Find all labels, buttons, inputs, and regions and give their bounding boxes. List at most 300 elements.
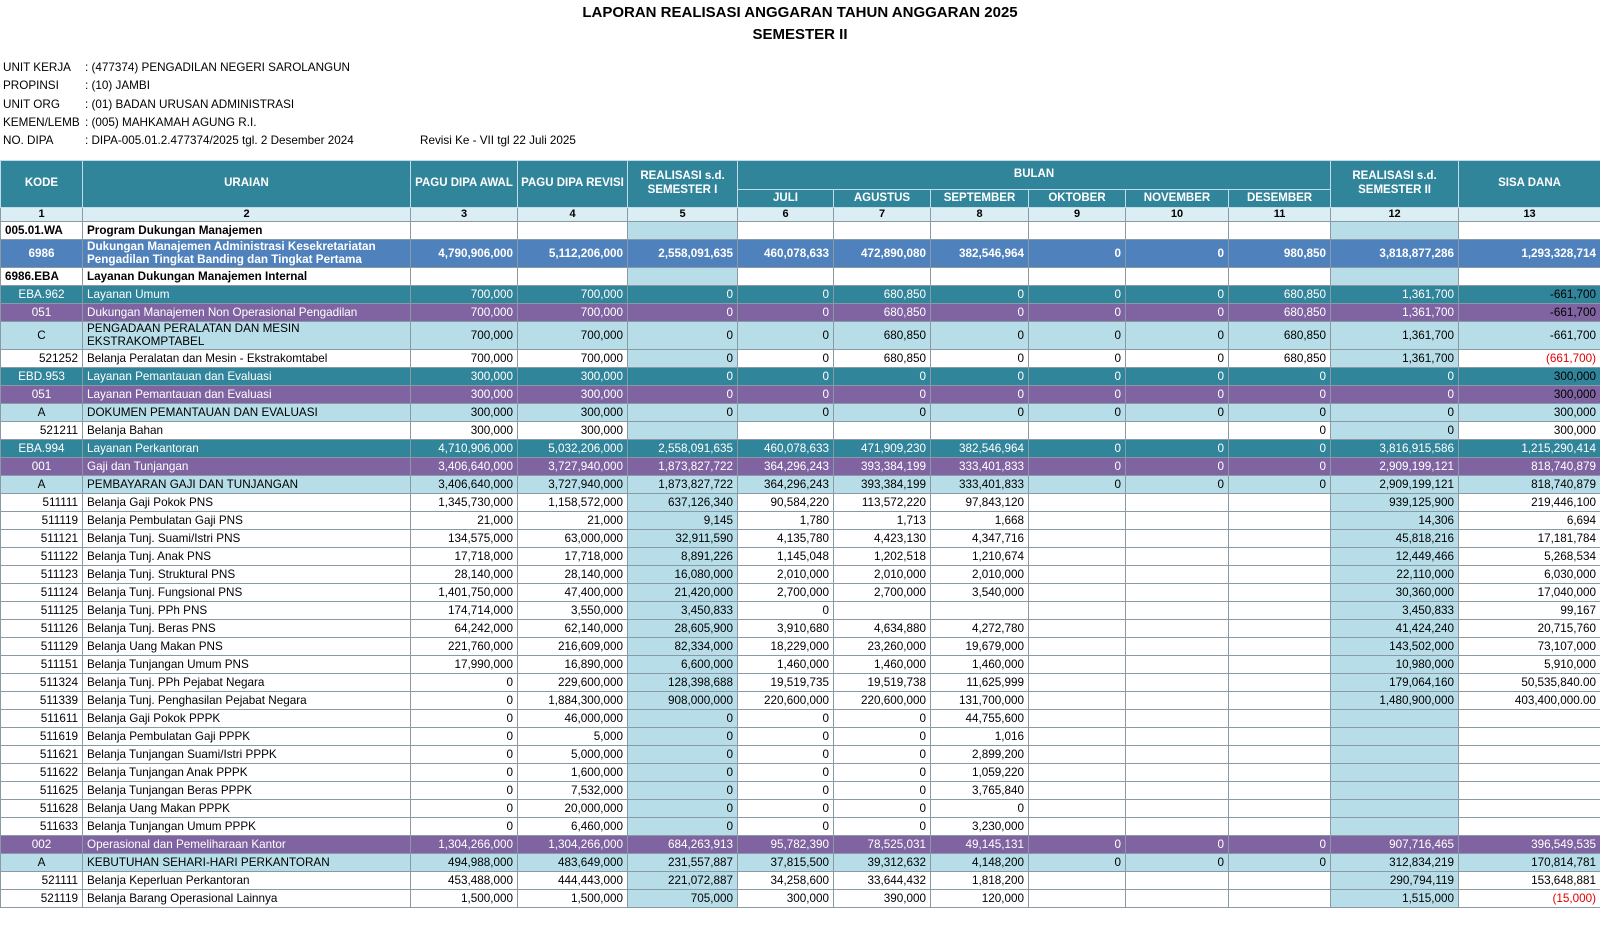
cell-pagu-dipa-awal — [411, 267, 518, 285]
cell-september: 131,700,000 — [931, 691, 1029, 709]
cell-realisasi-sem1: 128,398,688 — [628, 673, 738, 691]
column-number: 12 — [1331, 208, 1459, 222]
cell-realisasi-sem2: 1,361,700 — [1331, 349, 1459, 367]
cell-desember — [1229, 781, 1331, 799]
cell-kode: 511611 — [1, 709, 83, 727]
cell-agustus — [834, 267, 931, 285]
cell-september: 0 — [931, 303, 1029, 321]
table-row — [1, 583, 1600, 601]
cell-kode: 511628 — [1, 799, 83, 817]
cell-oktober — [1029, 493, 1126, 511]
cell-pagu-dipa-revisi — [518, 267, 628, 285]
header-realisasi-sem1: REALISASI s.d. SEMESTER I — [628, 161, 738, 208]
cell-pagu-dipa-revisi: 1,304,266,000 — [518, 835, 628, 853]
cell-pagu-dipa-revisi: 700,000 — [518, 321, 628, 349]
cell-pagu-dipa-awal: 1,401,750,000 — [411, 583, 518, 601]
cell-realisasi-sem2 — [1331, 709, 1459, 727]
cell-uraian: Belanja Bahan — [83, 421, 411, 439]
cell-pagu-dipa-revisi: 483,649,000 — [518, 853, 628, 871]
column-number: 4 — [518, 208, 628, 222]
header-pagu-dipa-awal: PAGU DIPA AWAL — [411, 161, 518, 208]
cell-pagu-dipa-awal: 300,000 — [411, 385, 518, 403]
table-row — [1, 457, 1600, 475]
header-month-september: SEPTEMBER — [931, 190, 1029, 208]
cell-pagu-dipa-awal: 21,000 — [411, 511, 518, 529]
cell-sisa-dana: 17,040,000 — [1459, 583, 1600, 601]
report-title — [0, 2, 1600, 46]
cell-uraian: Belanja Pembulatan Gaji PPPK — [83, 727, 411, 745]
cell-november: 0 — [1126, 475, 1229, 493]
cell-september: 0 — [931, 321, 1029, 349]
cell-september: 333,401,833 — [931, 475, 1029, 493]
cell-sisa-dana — [1459, 799, 1600, 817]
cell-realisasi-sem2: 907,716,465 — [1331, 835, 1459, 853]
cell-september — [931, 601, 1029, 619]
cell-uraian: Belanja Peralatan dan Mesin - Ekstrakomtabel — [83, 349, 411, 367]
cell-realisasi-sem1: 0 — [628, 709, 738, 727]
cell-kode: 511339 — [1, 691, 83, 709]
cell-realisasi-sem1: 0 — [628, 727, 738, 745]
cell-oktober: 0 — [1029, 321, 1126, 349]
cell-agustus: 113,572,220 — [834, 493, 931, 511]
cell-realisasi-sem2 — [1331, 799, 1459, 817]
cell-pagu-dipa-awal: 700,000 — [411, 349, 518, 367]
cell-realisasi-sem2 — [1331, 727, 1459, 745]
cell-november — [1126, 601, 1229, 619]
cell-kode: 511124 — [1, 583, 83, 601]
cell-juli: 0 — [738, 321, 834, 349]
cell-juli: 0 — [738, 727, 834, 745]
column-number: 10 — [1126, 208, 1229, 222]
cell-september: 1,016 — [931, 727, 1029, 745]
header-month-oktober: OKTOBER — [1029, 190, 1126, 208]
cell-sisa-dana: 1,293,328,714 — [1459, 240, 1600, 268]
cell-agustus: 220,600,000 — [834, 691, 931, 709]
header-realisasi-sem2: REALISASI s.d. SEMESTER II — [1331, 161, 1459, 208]
cell-november: 0 — [1126, 303, 1229, 321]
cell-desember: 680,850 — [1229, 349, 1331, 367]
cell-november — [1126, 727, 1229, 745]
cell-pagu-dipa-awal: 3,406,640,000 — [411, 475, 518, 493]
cell-oktober — [1029, 267, 1126, 285]
cell-realisasi-sem2: 3,816,915,586 — [1331, 439, 1459, 457]
cell-november — [1126, 529, 1229, 547]
cell-uraian: Belanja Barang Operasional Lainnya — [83, 889, 411, 907]
cell-november — [1126, 889, 1229, 907]
cell-kode: 511622 — [1, 763, 83, 781]
cell-juli: 0 — [738, 349, 834, 367]
cell-kode: 511151 — [1, 655, 83, 673]
header-row-main — [1, 161, 1600, 190]
cell-agustus: 472,890,080 — [834, 240, 931, 268]
table-row — [1, 565, 1600, 583]
header-month-november: NOVEMBER — [1126, 190, 1229, 208]
table-row — [1, 835, 1600, 853]
cell-realisasi-sem2: 1,361,700 — [1331, 321, 1459, 349]
cell-desember: 680,850 — [1229, 321, 1331, 349]
cell-september: 3,230,000 — [931, 817, 1029, 835]
cell-juli: 90,584,220 — [738, 493, 834, 511]
cell-agustus — [834, 421, 931, 439]
cell-pagu-dipa-awal: 4,710,906,000 — [411, 439, 518, 457]
cell-realisasi-sem1: 6,600,000 — [628, 655, 738, 673]
cell-november — [1126, 222, 1229, 240]
cell-realisasi-sem1: 0 — [628, 285, 738, 303]
cell-kode: 511621 — [1, 745, 83, 763]
cell-pagu-dipa-revisi: 6,460,000 — [518, 817, 628, 835]
cell-kode: 051 — [1, 385, 83, 403]
cell-november — [1126, 709, 1229, 727]
cell-uraian: Program Dukungan Manajemen — [83, 222, 411, 240]
cell-november: 0 — [1126, 349, 1229, 367]
cell-realisasi-sem1: 0 — [628, 763, 738, 781]
meta-propinsi — [3, 77, 354, 95]
cell-oktober — [1029, 691, 1126, 709]
cell-juli: 0 — [738, 781, 834, 799]
cell-sisa-dana — [1459, 267, 1600, 285]
table-row — [1, 601, 1600, 619]
header-pagu-dipa-revisi: PAGU DIPA REVISI — [518, 161, 628, 208]
cell-pagu-dipa-revisi: 5,032,206,000 — [518, 439, 628, 457]
cell-pagu-dipa-revisi — [518, 222, 628, 240]
cell-uraian: Belanja Tunj. Penghasilan Pejabat Negara — [83, 691, 411, 709]
cell-pagu-dipa-revisi: 444,443,000 — [518, 871, 628, 889]
cell-agustus: 0 — [834, 367, 931, 385]
cell-sisa-dana — [1459, 727, 1600, 745]
cell-juli: 0 — [738, 709, 834, 727]
cell-sisa-dana: -661,700 — [1459, 285, 1600, 303]
cell-desember — [1229, 817, 1331, 835]
cell-agustus: 471,909,230 — [834, 439, 931, 457]
cell-kode: 511324 — [1, 673, 83, 691]
cell-realisasi-sem1: 2,558,091,635 — [628, 240, 738, 268]
cell-realisasi-sem1: 0 — [628, 385, 738, 403]
cell-uraian: Belanja Gaji Pokok PNS — [83, 493, 411, 511]
cell-realisasi-sem1: 221,072,887 — [628, 871, 738, 889]
cell-november — [1126, 673, 1229, 691]
cell-pagu-dipa-revisi: 1,500,000 — [518, 889, 628, 907]
cell-november: 0 — [1126, 240, 1229, 268]
cell-november: 0 — [1126, 385, 1229, 403]
cell-uraian: Layanan Dukungan Manajemen Internal — [83, 267, 411, 285]
cell-sisa-dana: 73,107,000 — [1459, 637, 1600, 655]
cell-juli: 1,460,000 — [738, 655, 834, 673]
cell-september: 2,899,200 — [931, 745, 1029, 763]
cell-september: 382,546,964 — [931, 240, 1029, 268]
cell-realisasi-sem1: 0 — [628, 403, 738, 421]
cell-pagu-dipa-revisi: 21,000 — [518, 511, 628, 529]
cell-november — [1126, 817, 1229, 835]
cell-uraian: PEMBAYARAN GAJI DAN TUNJANGAN — [83, 475, 411, 493]
cell-kode: 511129 — [1, 637, 83, 655]
cell-desember — [1229, 267, 1331, 285]
cell-agustus: 1,713 — [834, 511, 931, 529]
cell-pagu-dipa-awal: 700,000 — [411, 285, 518, 303]
cell-desember — [1229, 889, 1331, 907]
table-row — [1, 619, 1600, 637]
cell-november: 0 — [1126, 853, 1229, 871]
cell-juli: 18,229,000 — [738, 637, 834, 655]
cell-september: 1,818,200 — [931, 871, 1029, 889]
cell-pagu-dipa-revisi: 28,140,000 — [518, 565, 628, 583]
cell-sisa-dana — [1459, 763, 1600, 781]
cell-uraian: Belanja Tunj. Anak PNS — [83, 547, 411, 565]
cell-oktober — [1029, 565, 1126, 583]
cell-realisasi-sem2: 3,818,877,286 — [1331, 240, 1459, 268]
column-number: 5 — [628, 208, 738, 222]
cell-uraian: Operasional dan Pemeliharaan Kantor — [83, 835, 411, 853]
cell-oktober: 0 — [1029, 367, 1126, 385]
cell-pagu-dipa-awal: 0 — [411, 691, 518, 709]
cell-desember — [1229, 673, 1331, 691]
cell-desember — [1229, 727, 1331, 745]
cell-uraian: Belanja Pembulatan Gaji PNS — [83, 511, 411, 529]
cell-september: 19,679,000 — [931, 637, 1029, 655]
table-row — [1, 799, 1600, 817]
cell-realisasi-sem1: 0 — [628, 367, 738, 385]
cell-kode: 001 — [1, 457, 83, 475]
cell-juli: 19,519,735 — [738, 673, 834, 691]
meta-value: : (005) MAHKAMAH AGUNG R.I. — [85, 115, 257, 129]
table-row — [1, 439, 1600, 457]
cell-uraian: Belanja Tunj. Struktural PNS — [83, 565, 411, 583]
cell-desember — [1229, 763, 1331, 781]
cell-pagu-dipa-revisi: 300,000 — [518, 385, 628, 403]
meta-value: : (10) JAMBI — [85, 79, 150, 93]
cell-oktober — [1029, 673, 1126, 691]
cell-oktober — [1029, 529, 1126, 547]
table-row — [1, 673, 1600, 691]
cell-pagu-dipa-awal: 17,718,000 — [411, 547, 518, 565]
cell-desember: 0 — [1229, 385, 1331, 403]
meta-label: UNIT ORG — [3, 97, 60, 111]
cell-pagu-dipa-revisi: 5,000 — [518, 727, 628, 745]
cell-sisa-dana: 818,740,879 — [1459, 475, 1600, 493]
cell-september: 3,765,840 — [931, 781, 1029, 799]
cell-uraian: KEBUTUHAN SEHARI-HARI PERKANTORAN — [83, 853, 411, 871]
cell-uraian: Belanja Tunjangan Beras PPPK — [83, 781, 411, 799]
cell-kode: EBD.953 — [1, 367, 83, 385]
cell-realisasi-sem2: 45,818,216 — [1331, 529, 1459, 547]
cell-oktober — [1029, 222, 1126, 240]
cell-november: 0 — [1126, 457, 1229, 475]
cell-november: 0 — [1126, 403, 1229, 421]
cell-uraian: Dukungan Manajemen Non Operasional Pengadilan — [83, 303, 411, 321]
cell-sisa-dana: 219,446,100 — [1459, 493, 1600, 511]
cell-sisa-dana: 396,549,535 — [1459, 835, 1600, 853]
header-bulan: BULAN — [738, 161, 1331, 190]
table-row — [1, 421, 1600, 439]
meta-value: : (477374) PENGADILAN NEGERI SAROLANGUN — [85, 61, 351, 74]
cell-pagu-dipa-awal: 700,000 — [411, 321, 518, 349]
cell-oktober: 0 — [1029, 285, 1126, 303]
cell-pagu-dipa-revisi: 3,727,940,000 — [518, 457, 628, 475]
cell-agustus: 0 — [834, 709, 931, 727]
cell-uraian: Belanja Tunjangan Anak PPPK — [83, 763, 411, 781]
cell-oktober — [1029, 727, 1126, 745]
cell-september: 4,347,716 — [931, 529, 1029, 547]
cell-kode: A — [1, 475, 83, 493]
table-row — [1, 493, 1600, 511]
cell-november — [1126, 511, 1229, 529]
cell-pagu-dipa-awal: 1,304,266,000 — [411, 835, 518, 853]
cell-september: 0 — [931, 285, 1029, 303]
cell-sisa-dana — [1459, 817, 1600, 835]
cell-oktober — [1029, 511, 1126, 529]
cell-desember — [1229, 565, 1331, 583]
cell-realisasi-sem1: 21,420,000 — [628, 583, 738, 601]
table-row — [1, 303, 1600, 321]
cell-realisasi-sem2: 2,909,199,121 — [1331, 475, 1459, 493]
cell-pagu-dipa-revisi: 47,400,000 — [518, 583, 628, 601]
cell-pagu-dipa-awal: 0 — [411, 763, 518, 781]
cell-juli: 220,600,000 — [738, 691, 834, 709]
column-number: 8 — [931, 208, 1029, 222]
cell-realisasi-sem2: 290,794,119 — [1331, 871, 1459, 889]
cell-uraian: Belanja Tunj. Suami/Istri PNS — [83, 529, 411, 547]
cell-realisasi-sem1: 3,450,833 — [628, 601, 738, 619]
cell-oktober: 0 — [1029, 475, 1126, 493]
cell-oktober: 0 — [1029, 303, 1126, 321]
cell-pagu-dipa-revisi: 16,890,000 — [518, 655, 628, 673]
cell-agustus: 0 — [834, 781, 931, 799]
cell-kode: EBA.994 — [1, 439, 83, 457]
cell-pagu-dipa-awal: 221,760,000 — [411, 637, 518, 655]
cell-realisasi-sem1: 0 — [628, 745, 738, 763]
cell-agustus: 0 — [834, 727, 931, 745]
cell-uraian: Gaji dan Tunjangan — [83, 457, 411, 475]
cell-uraian: Belanja Keperluan Perkantoran — [83, 871, 411, 889]
cell-kode: 051 — [1, 303, 83, 321]
cell-sisa-dana: 20,715,760 — [1459, 619, 1600, 637]
table-row — [1, 853, 1600, 871]
column-number: 11 — [1229, 208, 1331, 222]
cell-realisasi-sem2: 939,125,900 — [1331, 493, 1459, 511]
cell-september: 49,145,131 — [931, 835, 1029, 853]
cell-desember: 680,850 — [1229, 285, 1331, 303]
cell-kode: 521111 — [1, 871, 83, 889]
cell-juli: 300,000 — [738, 889, 834, 907]
cell-sisa-dana: 818,740,879 — [1459, 457, 1600, 475]
table-row — [1, 709, 1600, 727]
cell-realisasi-sem1: 0 — [628, 303, 738, 321]
table-row — [1, 871, 1600, 889]
cell-pagu-dipa-awal: 300,000 — [411, 421, 518, 439]
cell-november: 0 — [1126, 321, 1229, 349]
cell-agustus: 39,312,632 — [834, 853, 931, 871]
cell-oktober — [1029, 817, 1126, 835]
cell-realisasi-sem2: 0 — [1331, 367, 1459, 385]
cell-pagu-dipa-revisi: 62,140,000 — [518, 619, 628, 637]
cell-oktober — [1029, 871, 1126, 889]
cell-september — [931, 421, 1029, 439]
cell-september: 120,000 — [931, 889, 1029, 907]
cell-agustus: 23,260,000 — [834, 637, 931, 655]
cell-oktober: 0 — [1029, 349, 1126, 367]
cell-november — [1126, 619, 1229, 637]
cell-september: 1,059,220 — [931, 763, 1029, 781]
cell-sisa-dana: 5,268,534 — [1459, 547, 1600, 565]
cell-pagu-dipa-revisi: 3,550,000 — [518, 601, 628, 619]
cell-uraian: Dukungan Manajemen Administrasi Kesekretariatan Pengadilan Tingkat Banding dan Tingkat Pertama — [83, 240, 411, 268]
report-meta — [3, 59, 576, 150]
cell-agustus: 2,010,000 — [834, 565, 931, 583]
cell-november — [1126, 565, 1229, 583]
column-number-row — [1, 208, 1600, 222]
cell-desember: 0 — [1229, 853, 1331, 871]
cell-uraian: Belanja Uang Makan PNS — [83, 637, 411, 655]
cell-juli: 2,700,000 — [738, 583, 834, 601]
cell-pagu-dipa-revisi: 300,000 — [518, 367, 628, 385]
cell-kode: 511121 — [1, 529, 83, 547]
cell-pagu-dipa-revisi: 3,727,940,000 — [518, 475, 628, 493]
cell-juli: 2,010,000 — [738, 565, 834, 583]
cell-realisasi-sem2 — [1331, 817, 1459, 835]
cell-realisasi-sem2: 14,306 — [1331, 511, 1459, 529]
cell-oktober: 0 — [1029, 835, 1126, 853]
cell-agustus: 4,423,130 — [834, 529, 931, 547]
table-row — [1, 637, 1600, 655]
cell-pagu-dipa-awal: 0 — [411, 709, 518, 727]
cell-realisasi-sem2: 22,110,000 — [1331, 565, 1459, 583]
cell-juli — [738, 421, 834, 439]
cell-realisasi-sem1: 0 — [628, 321, 738, 349]
cell-agustus — [834, 601, 931, 619]
cell-september: 3,540,000 — [931, 583, 1029, 601]
cell-pagu-dipa-revisi: 700,000 — [518, 303, 628, 321]
cell-november — [1126, 763, 1229, 781]
cell-september: 97,843,120 — [931, 493, 1029, 511]
cell-agustus: 33,644,432 — [834, 871, 931, 889]
cell-desember — [1229, 745, 1331, 763]
cell-pagu-dipa-awal: 4,790,906,000 — [411, 240, 518, 268]
cell-desember — [1229, 619, 1331, 637]
table-row — [1, 385, 1600, 403]
cell-pagu-dipa-awal: 0 — [411, 799, 518, 817]
cell-agustus: 0 — [834, 763, 931, 781]
cell-agustus: 393,384,199 — [834, 457, 931, 475]
table-row — [1, 691, 1600, 709]
cell-agustus: 0 — [834, 403, 931, 421]
cell-realisasi-sem2: 143,502,000 — [1331, 637, 1459, 655]
cell-pagu-dipa-revisi: 216,609,000 — [518, 637, 628, 655]
cell-uraian: Belanja Tunj. PPh Pejabat Negara — [83, 673, 411, 691]
cell-agustus: 680,850 — [834, 303, 931, 321]
cell-realisasi-sem1: 8,891,226 — [628, 547, 738, 565]
cell-pagu-dipa-awal: 1,500,000 — [411, 889, 518, 907]
cell-realisasi-sem2: 10,980,000 — [1331, 655, 1459, 673]
cell-kode: 511625 — [1, 781, 83, 799]
cell-desember: 0 — [1229, 439, 1331, 457]
meta-label: KEMEN/LEMB — [3, 115, 80, 129]
cell-sisa-dana: 1,215,290,414 — [1459, 439, 1600, 457]
cell-desember: 0 — [1229, 457, 1331, 475]
cell-uraian: Belanja Tunjangan Suami/Istri PPPK — [83, 745, 411, 763]
cell-pagu-dipa-awal: 28,140,000 — [411, 565, 518, 583]
column-number: 6 — [738, 208, 834, 222]
cell-november — [1126, 799, 1229, 817]
cell-september: 11,625,999 — [931, 673, 1029, 691]
cell-desember — [1229, 799, 1331, 817]
cell-pagu-dipa-revisi: 20,000,000 — [518, 799, 628, 817]
cell-desember — [1229, 637, 1331, 655]
cell-agustus: 1,202,518 — [834, 547, 931, 565]
cell-juli: 37,815,500 — [738, 853, 834, 871]
cell-realisasi-sem1: 1,873,827,722 — [628, 475, 738, 493]
cell-sisa-dana: (15,000) — [1459, 889, 1600, 907]
cell-pagu-dipa-awal: 0 — [411, 673, 518, 691]
meta-value: : DIPA-005.01.2.477374/2025 tgl. 2 Desember 2024 — [85, 134, 354, 148]
